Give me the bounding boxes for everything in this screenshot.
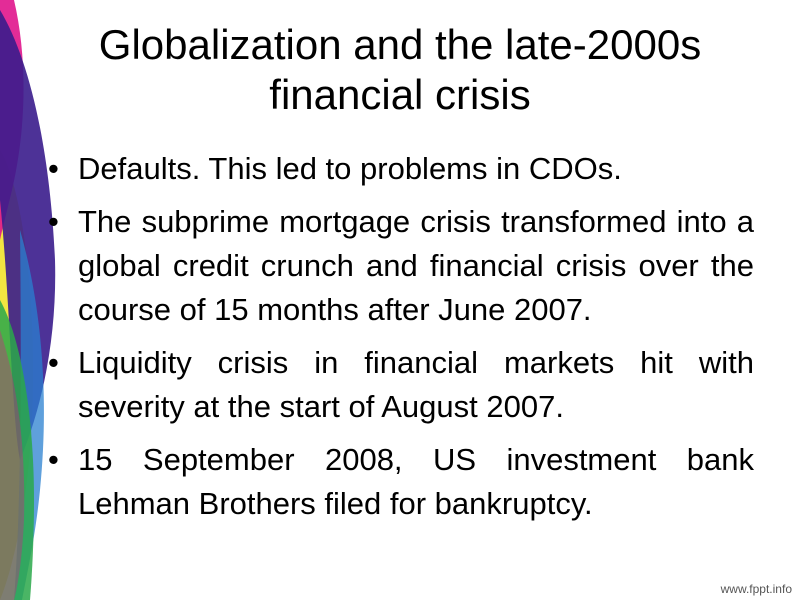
bullet-text: Liquidity crisis in financial markets hit with severity at the start of August 2007.: [78, 345, 754, 424]
bullet-text: Defaults. This led to problems in CDOs.: [78, 151, 622, 186]
bullet-item: [42, 341, 754, 429]
bullet-list: [42, 147, 754, 535]
bullet-item: [42, 147, 754, 191]
bullet-marker: •: [48, 151, 59, 186]
bullet-marker: •: [48, 345, 59, 380]
bullet-text: 15 September 2008, US investment bank Lehman Brothers filed for bankruptcy.: [78, 442, 754, 521]
bullet-item: [42, 200, 754, 332]
bullet-marker: •: [48, 442, 59, 477]
bullet-item: [42, 438, 754, 526]
bullet-text: The subprime mortgage crisis transformed into a global credit crunch and financial crisis over the course of 15 months after June 2007.: [78, 204, 754, 327]
bullet-marker: •: [48, 204, 59, 239]
footer-watermark: www.fppt.info: [720, 582, 792, 596]
slide-title: Globalization and the late-2000s financial crisis: [98, 21, 702, 118]
